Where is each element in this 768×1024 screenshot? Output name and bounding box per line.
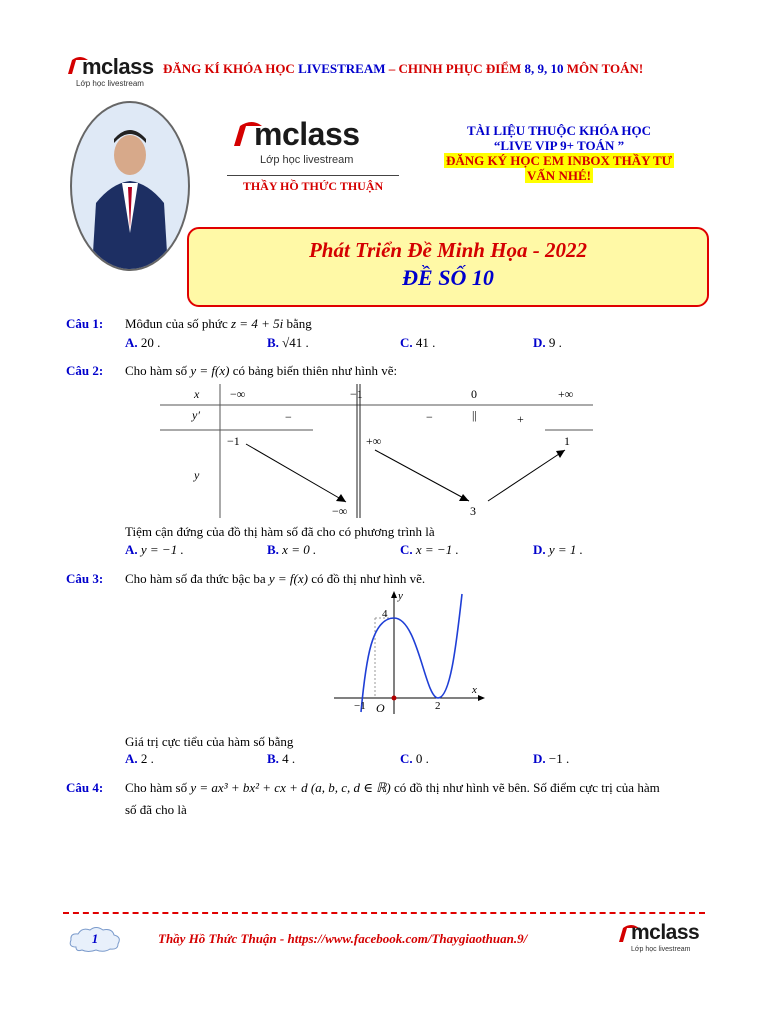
tbl-y-label: y bbox=[194, 468, 200, 482]
q2-c-value: x = −1 . bbox=[415, 542, 459, 557]
graph-tick-neg1: −1 bbox=[354, 700, 366, 712]
footer-logo bbox=[617, 918, 709, 958]
q1-d-letter: D. bbox=[533, 335, 546, 350]
q2-d-letter: D. bbox=[533, 542, 546, 557]
tbl-y-pos-inf: +∞ bbox=[366, 434, 382, 448]
banner-part2: LIVESTREAM bbox=[298, 61, 386, 76]
page-number-badge bbox=[68, 925, 122, 953]
q2-text-b: có bảng biến thiên như hình vẽ: bbox=[229, 363, 398, 378]
inbox-line2: VẤN NHÉ! bbox=[527, 168, 591, 183]
q4-text-b: có đồ thị như hình vẽ bên. Số điểm cực trị của hàm bbox=[390, 780, 660, 795]
q2-formula: y = f(x) bbox=[190, 363, 230, 378]
intro-logo-text: mclass bbox=[254, 116, 360, 152]
q1-formula: z = 4 + 5i bbox=[230, 316, 284, 331]
intro-logo-sub: Lớp học livestream bbox=[260, 154, 354, 166]
q1-c-letter: C. bbox=[400, 335, 413, 350]
q4-text-c: số đã cho là bbox=[125, 802, 187, 817]
q1-label: Câu 1: bbox=[66, 316, 104, 331]
title-line2: ĐỀ SỐ 10 bbox=[402, 265, 494, 290]
q3-c-letter: C. bbox=[400, 751, 413, 766]
banner-part5: MÔN TOÁN! bbox=[563, 61, 644, 76]
tbl-x-neg-inf: −∞ bbox=[230, 387, 246, 401]
q1-b-value: √41 . bbox=[282, 335, 309, 350]
q4-text-a: Cho hàm số bbox=[125, 780, 191, 795]
q3-option-a[interactable] bbox=[125, 751, 154, 767]
q3-d-letter: D. bbox=[533, 751, 546, 766]
intro-logo bbox=[232, 116, 372, 172]
q2-option-a[interactable] bbox=[125, 542, 184, 558]
header-logo bbox=[66, 52, 158, 92]
q1-option-b[interactable] bbox=[267, 335, 309, 351]
variation-table bbox=[160, 384, 593, 520]
q4-text bbox=[125, 780, 705, 796]
tbl-x-label: x bbox=[194, 387, 200, 401]
tbl-sign-2: − bbox=[426, 410, 433, 424]
q1-a-value: 20 . bbox=[140, 335, 161, 350]
teacher-photo-icon bbox=[72, 103, 188, 269]
q3-option-b[interactable] bbox=[267, 751, 295, 767]
q3-b-letter: B. bbox=[267, 751, 279, 766]
header-banner-text bbox=[163, 61, 643, 77]
q1-option-a[interactable] bbox=[125, 335, 160, 351]
header-logo-text: mclass bbox=[82, 54, 154, 79]
cubic-graph-figure bbox=[330, 588, 490, 718]
header-logo-sub: Lớp học livestream bbox=[76, 79, 144, 88]
teacher-portrait bbox=[70, 101, 190, 271]
course-line2: “LIVE VIP 9+ TOÁN ” bbox=[493, 138, 625, 153]
graph-tick-4: 4 bbox=[382, 608, 388, 620]
q4-formula: y = ax³ + bx² + cx + d (a, b, c, d ∈ ℝ) bbox=[190, 780, 391, 795]
q3-a-letter: A. bbox=[125, 751, 138, 766]
tbl-y-minus1: −1 bbox=[227, 434, 240, 448]
tbl-x-minus1: −1 bbox=[350, 387, 363, 401]
q2-b-value: x = 0 . bbox=[282, 542, 317, 557]
footer-separator: - bbox=[276, 931, 288, 946]
q3-text bbox=[125, 571, 425, 587]
footer-logo-sub: Lớp học livestream bbox=[631, 946, 691, 953]
q1-text-a: Môđun của số phức bbox=[125, 316, 231, 331]
footer-author: Thầy Hồ Thức Thuận bbox=[158, 931, 277, 946]
title-line1: Phát Triển Đề Minh Họa - 2022 bbox=[308, 238, 588, 262]
q2-a-value: y = −1 . bbox=[140, 542, 184, 557]
tbl-x-zero: 0 bbox=[471, 387, 477, 401]
q1-a-letter: A. bbox=[125, 335, 138, 350]
banner-part3: – CHINH PHỤC ĐIỂM bbox=[385, 61, 525, 76]
q4-label: Câu 4: bbox=[66, 780, 104, 795]
q1-d-value: 9 . bbox=[548, 335, 562, 350]
q2-text bbox=[125, 363, 397, 379]
q1-option-d[interactable] bbox=[533, 335, 562, 351]
q3-formula: y = f(x) bbox=[268, 571, 308, 586]
q2-a-letter: A. bbox=[125, 542, 138, 557]
cubic-graph bbox=[330, 588, 490, 718]
inbox-line1: ĐĂNG KÝ HỌC EM INBOX THẦY TƯ bbox=[445, 153, 673, 168]
q2-d-value: y = 1 . bbox=[548, 542, 583, 557]
q3-c-value: 0 . bbox=[415, 751, 429, 766]
page-number: 1 bbox=[91, 931, 99, 946]
graph-tick-2: 2 bbox=[435, 700, 441, 712]
tbl-yp-label: y′ bbox=[192, 408, 200, 422]
q2-text-a: Cho hàm số bbox=[125, 363, 191, 378]
q1-text bbox=[125, 316, 312, 332]
footer-divider bbox=[63, 912, 705, 914]
footer-url-link[interactable]: https://www.facebook.com/Thaygiaothuan.9/ bbox=[287, 931, 528, 946]
q2-option-d[interactable] bbox=[533, 542, 583, 558]
q2-option-b[interactable] bbox=[267, 542, 316, 558]
q2-question: Tiệm cận đứng của đồ thị hàm số đã cho có phương trình là bbox=[125, 524, 435, 539]
q3-text-b: có đồ thị như hình vẽ. bbox=[307, 571, 426, 586]
q1-c-value: 41 . bbox=[415, 335, 436, 350]
q2-label: Câu 2: bbox=[66, 363, 104, 378]
q3-option-d[interactable] bbox=[533, 751, 569, 767]
q3-a-value: 2 . bbox=[140, 751, 154, 766]
banner-part1: ĐĂNG KÍ KHÓA HỌC bbox=[163, 61, 299, 76]
q2-c-letter: C. bbox=[400, 542, 413, 557]
q1-b-letter: B. bbox=[267, 335, 279, 350]
q2-option-c[interactable] bbox=[400, 542, 459, 558]
tbl-sign-3: + bbox=[517, 412, 524, 426]
tbl-sign-1: − bbox=[285, 410, 292, 424]
variation-table-lines bbox=[160, 384, 593, 520]
tbl-y-three: 3 bbox=[470, 504, 476, 518]
footer-text bbox=[158, 931, 527, 947]
tbl-y-neg-inf: −∞ bbox=[332, 504, 348, 518]
course-line1: TÀI LIỆU THUỘC KHÓA HỌC bbox=[467, 123, 651, 138]
q2-b-letter: B. bbox=[267, 542, 279, 557]
footer-logo-text: mclass bbox=[631, 921, 700, 944]
teacher-name: THẦY HỒ THỨC THUẬN bbox=[227, 175, 399, 194]
course-info bbox=[424, 123, 694, 183]
q1-option-c[interactable] bbox=[400, 335, 435, 351]
q3-label: Câu 3: bbox=[66, 571, 104, 586]
graph-y-axis-label: y bbox=[398, 590, 403, 602]
banner-part4: 8, 9, 10 bbox=[524, 61, 564, 76]
tbl-sign-double-bar: || bbox=[472, 408, 477, 422]
q3-question: Giá trị cực tiểu của hàm số bằng bbox=[125, 734, 294, 749]
title-banner bbox=[187, 227, 709, 307]
graph-x-axis-label: x bbox=[472, 684, 477, 696]
q3-d-value: −1 . bbox=[548, 751, 570, 766]
q3-text-a: Cho hàm số đa thức bậc ba bbox=[125, 571, 269, 586]
tbl-x-pos-inf: +∞ bbox=[558, 387, 574, 401]
q3-b-value: 4 . bbox=[282, 751, 296, 766]
q3-option-c[interactable] bbox=[400, 751, 429, 767]
graph-origin-label: O bbox=[376, 701, 385, 715]
tbl-y-one: 1 bbox=[564, 434, 570, 448]
q1-text-b: bằng bbox=[283, 316, 312, 331]
